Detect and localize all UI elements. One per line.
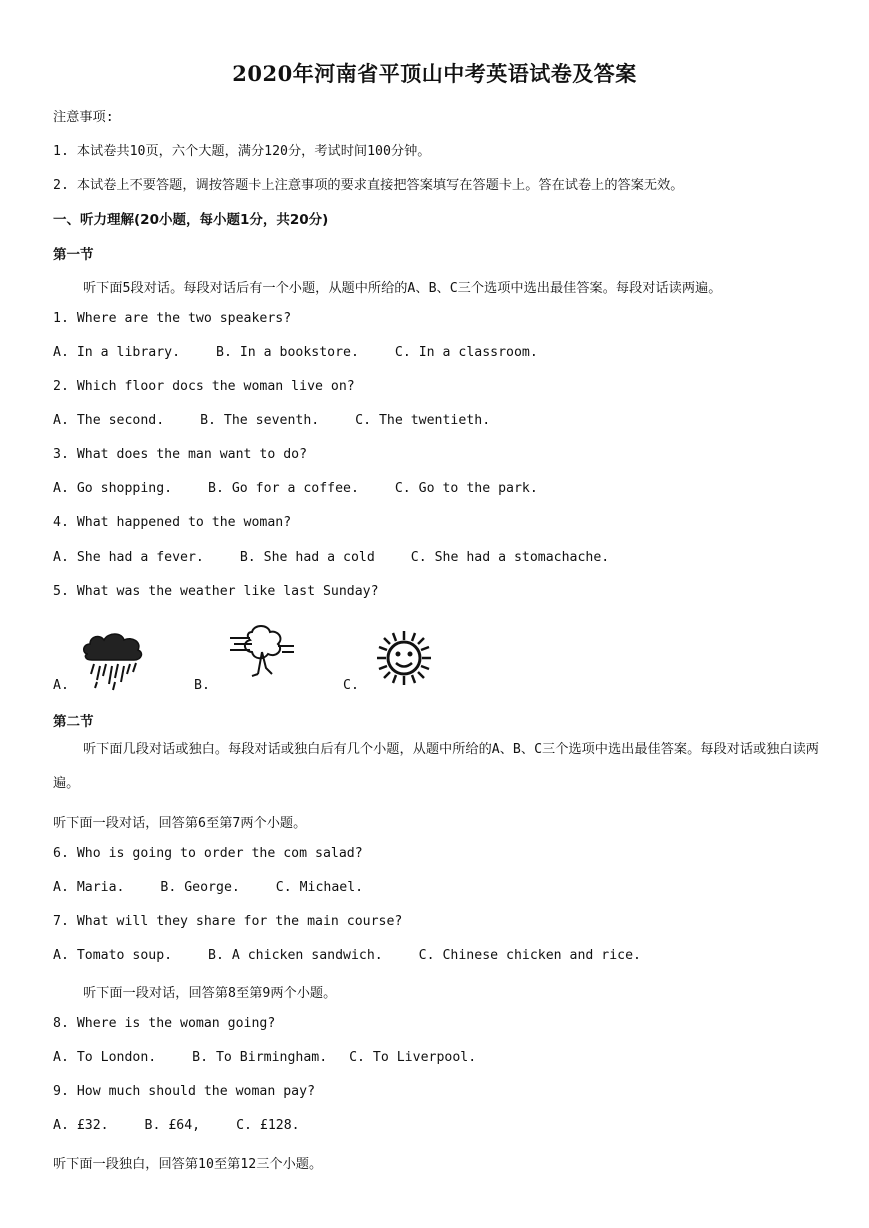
group-2-intro: 听下面一段对话，回答第8至第9两个小题。 xyxy=(83,986,337,1001)
q5-label-c: C. xyxy=(343,678,359,693)
wind-icon xyxy=(228,622,296,678)
option-b: B. To Birmingham. xyxy=(192,1050,328,1065)
option-a: A. Tomato soup. xyxy=(53,948,173,963)
option-b: B. £64, xyxy=(144,1118,201,1133)
question-7: 7. What will they share for the main course? xyxy=(53,914,403,929)
option-a: A. £32. xyxy=(53,1118,109,1133)
group-3-intro: 听下面一段独白，回答第10至第12三个小题。 xyxy=(53,1157,323,1172)
note-1: 1. 本试卷共10页，六个大题，满分120分，考试时间100分钟。 xyxy=(53,144,431,159)
q5-label-b: B. xyxy=(194,678,210,693)
option-a: A. Go shopping. xyxy=(53,481,173,496)
question-3-options xyxy=(53,481,538,496)
option-a: A. The second. xyxy=(53,413,165,428)
option-b: B. The seventh. xyxy=(200,413,320,428)
question-4-options xyxy=(53,550,609,565)
rain-icon xyxy=(80,630,146,692)
note-2: 2. 本试卷上不要答题，调按答题卡上注意事项的要求直接把答案填写在答题卡上。答在试卷上的答案无效。 xyxy=(53,178,684,193)
question-4: 4. What happened to the woman? xyxy=(53,515,292,530)
option-a: A. In a library. xyxy=(53,345,181,360)
option-a: A. She had a fever. xyxy=(53,550,204,565)
part-1-instruction: 听下面5段对话。每段对话后有一个小题，从题中所给的A、B、C三个选项中选出最佳答案。每段对话读两遍。 xyxy=(83,281,722,296)
question-6-options xyxy=(53,880,363,895)
option-c: C. The twentieth. xyxy=(355,413,491,428)
part-2-instruction: 听下面几段对话或独白。每段对话或独白后有几个小题，从题中所给的A、B、C三个选项中选出最佳答案。每段对话或独白读两遍。 xyxy=(53,742,819,791)
option-b: B. Go for a coffee. xyxy=(208,481,359,496)
q5-label-a: A. xyxy=(53,678,69,693)
question-2-options xyxy=(53,413,490,428)
option-b: B. A chicken sandwich. xyxy=(208,948,383,963)
question-1: 1. Where are the two speakers? xyxy=(53,311,292,326)
group-1-intro: 听下面一段对话，回答第6至第7两个小题。 xyxy=(53,816,307,831)
section-1-heading: 一、听力理解(20小题，每小题1分，共20分) xyxy=(53,212,329,228)
page-title: 2020年河南省平顶山中考英语试卷及答案 xyxy=(232,61,637,86)
option-a: A. Maria. xyxy=(53,880,125,895)
notes-heading: 注意事项: xyxy=(53,110,114,125)
option-c: C. She had a stomachache. xyxy=(410,550,610,565)
option-c: C. £128. xyxy=(236,1118,300,1133)
option-c: C. In a classroom. xyxy=(394,345,538,360)
question-2: 2. Which floor docs the woman live on? xyxy=(53,379,355,394)
option-a: A. To London. xyxy=(53,1050,157,1065)
option-c: C. Michael. xyxy=(275,880,364,895)
question-8: 8. Where is the woman going? xyxy=(53,1016,276,1031)
question-8-options xyxy=(53,1050,476,1065)
option-c: C. Chinese chicken and rice. xyxy=(418,948,641,963)
part-1-heading: 第一节 xyxy=(53,247,94,263)
option-b: B. George. xyxy=(160,880,240,895)
part-2-heading: 第二节 xyxy=(53,714,94,730)
option-c: C. To Liverpool. xyxy=(349,1050,477,1065)
option-b: B. In a bookstore. xyxy=(216,345,359,360)
question-7-options xyxy=(53,948,641,963)
question-9: 9. How much should the woman pay? xyxy=(53,1084,316,1099)
question-6: 6. Who is going to order the com salad? xyxy=(53,846,363,861)
question-1-options xyxy=(53,345,538,360)
option-c: C. Go to the park. xyxy=(394,481,538,496)
question-9-options xyxy=(53,1118,300,1133)
option-b: B. She had a cold xyxy=(239,550,375,565)
sun-icon xyxy=(376,630,432,686)
question-5: 5. What was the weather like last Sunday? xyxy=(53,584,379,599)
question-3: 3. What does the man want to do? xyxy=(53,447,308,462)
